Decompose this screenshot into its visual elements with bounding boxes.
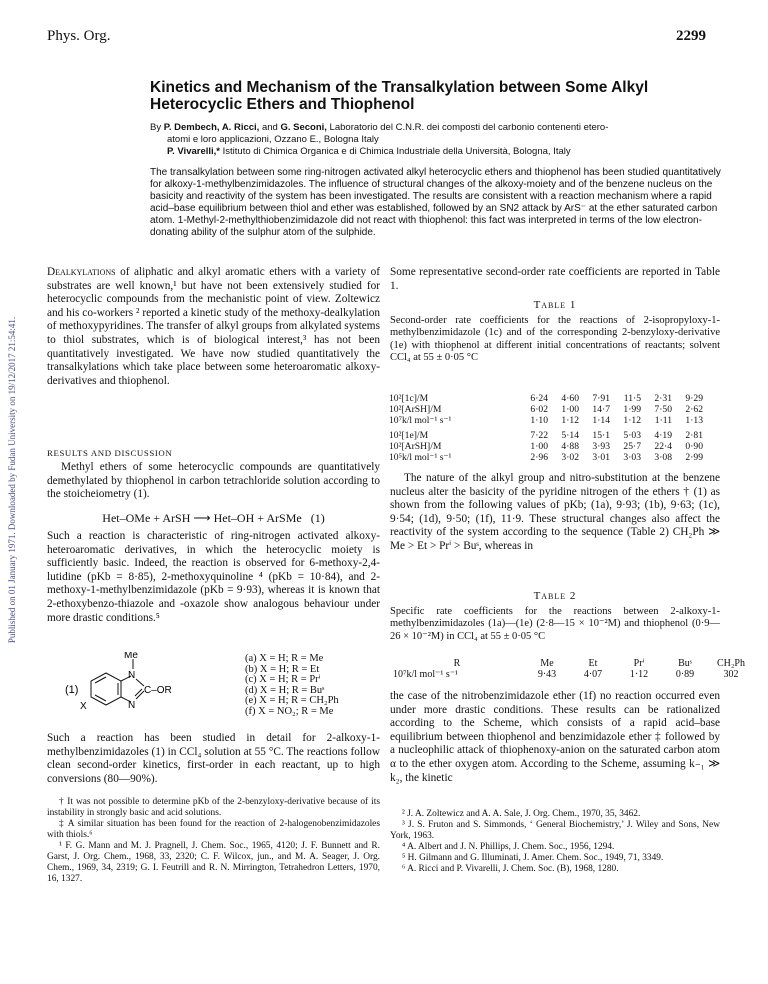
author-block [150, 122, 720, 158]
table-header-cell: Me [540, 658, 554, 669]
table-cell: 3·01 [592, 452, 610, 463]
table-row-label: 10⁷k/l mol⁻¹ s⁻¹ [389, 415, 452, 426]
journal-name: Phys. Org. [47, 28, 111, 44]
table-cell: 2·99 [685, 452, 703, 463]
table-row-label: 10²[1c]/M [389, 393, 429, 404]
table-row [386, 404, 706, 415]
table-cell: 5·14 [561, 430, 579, 441]
table-row-label: 10²[1e]/M [389, 430, 429, 441]
table-cell: 7·22 [530, 430, 548, 441]
left-footnotes [47, 797, 380, 885]
author-name-vivarelli: P. Vivarelli,* [167, 146, 220, 157]
reference-4: ⁴ A. Albert and J. N. Phillips, J. Chem. Soc., 1956, 1294. [402, 842, 615, 852]
table-2 [390, 658, 754, 680]
table-cell: 1·11 [654, 415, 672, 426]
page-number: 2299 [676, 28, 706, 44]
table-cell: 2·31 [654, 393, 672, 404]
abstract: The transalkylation between some ring-nitrogen activated alkyl heterocyclic ethers and thiophenol has been studied quantitatively for alkoxy-1-methylbenzimidazoles. The influence of structural changes of the alkoxy-moiety and of the benzene nucleus on the basicity and reactivity of the system has been investigated. The results are consistent with a reaction mechanism where a rapid acid–base equilibrium between thiol and ether was established, followed by an SN2 attack by ArS⁻ at the ether saturated carbon atom. 1-Methyl-2-methylthiobenzimidazole did not react with thiophenol: this fact was interpreted in terms of the low electron-donating ability of the sulphur atom of the sulphide. [150, 167, 721, 238]
table-cell: 11·5 [623, 393, 641, 404]
table-cell: 1·14 [592, 415, 610, 426]
table-cell: 3·02 [561, 452, 579, 463]
table-1-caption: Second-order rate coefficients for the reactions of 2-isopropyloxy-1-methylbenzimidazole (1c) and of the corresponding 2-benzyloxy-derivative (1e) with thiophenol at different initial concentrations of reactants; solvent CCl₄ at 55 ± 0·05 °C [390, 315, 720, 364]
affiliation-1: Laboratorio del C.N.R. dei composti del carbonio contenenti etero- [326, 122, 609, 133]
table-1 [386, 393, 706, 463]
table-cell: 1·00 [530, 441, 548, 452]
basicity-paragraph: The nature of the alkyl group and nitro-substitution at the benzene nucleus alter the basicity of the pyridine nitrogen of the ethers † (1) as shown from the following values of pKb; (1a), 9·93; (1b), 9·63; (1c), 9·54; (1d), 9·50; (1f), 11·9. These structural changes also affect the reactivity of the system according to the sequence (Table 2) CH₂Ph ≫ Me > Et > Prⁱ > Buˢ, whereas in [390, 472, 720, 552]
article-title: Kinetics and Mechanism of the Transalkylation between Some Alkyl Heterocyclic Ethers and Thiophenol [150, 79, 649, 113]
table-cell: 3·03 [623, 452, 641, 463]
table-cell: 15·1 [592, 430, 610, 441]
equation-1 [47, 511, 380, 526]
table-row-label: 10⁵k/l mol⁻¹ s⁻¹ [389, 452, 452, 463]
table-row [386, 426, 706, 441]
table-cell: 1·99 [623, 404, 641, 415]
table-cell: 302 [723, 669, 739, 680]
table-cell: 0·89 [675, 669, 695, 680]
reference-2: ² J. A. Zoltewicz and A. A. Sale, J. Org. Chem., 1970, 35, 3462. [402, 809, 641, 819]
table-cell: 25·7 [623, 441, 641, 452]
table-1-label: Table 1 [533, 299, 577, 311]
benzimidazole-structure [60, 652, 240, 722]
table-cell: 1·00 [561, 404, 579, 415]
table-cell: 0·90 [685, 441, 703, 452]
author-names: P. Dembech, A. Ricci, [163, 122, 260, 133]
table-cell: 1·13 [685, 415, 703, 426]
table-cell: 6·24 [530, 393, 548, 404]
table-cell: 1·10 [530, 415, 548, 426]
table-cell: 4·60 [561, 393, 579, 404]
footnote-double-dagger: ‡ A similar situation has been found for the reaction of 2-halogenobenzimidazoles with thiols.⁶ [47, 819, 380, 840]
nitrogen-3-label: N [128, 700, 136, 711]
table-cell: 1·12 [561, 415, 579, 426]
table-row-label: 10⁷k/l mol⁻¹ s⁻¹ [393, 669, 459, 680]
results-paragraph: Methyl ethers of some heterocyclic compounds are quantitatively demethylated by thiophenol in carbon tetrachloride solution according to the stoicheiometry (1). [47, 461, 380, 501]
table-intro-paragraph: Some representative second-order rate coefficients are reported in Table 1. [390, 266, 720, 292]
author-line-1: By P. Dembech, A. Ricci, and G. Seconi, Laboratorio del C.N.R. dei composti del carbonio contenenti etero- [150, 122, 609, 133]
ether-carbon-label: C–OR [144, 685, 172, 696]
table-row-label: 10²[ArSH]/M [389, 404, 442, 415]
affiliation-2: Istituto di Chimica Organica e di Chimica Industriale della Università, Bologna, Italy [220, 146, 571, 157]
table-row [386, 393, 706, 404]
equation-number: (1) [310, 511, 325, 525]
variant-e: (e) X = H; R = CH₂Ph [245, 695, 339, 706]
table-header-cell: Prⁱ [633, 658, 645, 669]
dropcap-lead: Dealkylations [47, 266, 116, 278]
author-name-seconi: G. Seconi, [280, 122, 327, 133]
table-2-label: Table 2 [533, 590, 577, 602]
table-row [386, 452, 706, 463]
reference-3: ³ J. S. Fruton and S. Simmonds, ‘ General Biochemistry,’ J. Wiley and Sons, New York, 1963. [390, 820, 720, 841]
table-cell: 4·19 [654, 430, 672, 441]
table-row [386, 415, 706, 426]
table-cell: 1·12 [623, 415, 641, 426]
table-cell: 2·62 [685, 404, 703, 415]
variant-f: (f) X = NO₂; R = Me [245, 705, 334, 717]
table-cell: 5·03 [623, 430, 641, 441]
download-sidebar [4, 170, 20, 790]
substituent-x-label: X [80, 701, 87, 712]
reference-1: ¹ F. G. Mann and M. J. Pragnell, J. Chem. Soc., 1965, 4120; J. F. Bunnett and R. Garst, J. Org. Chem., 1968, 33, 2320; C. F. Wilcox, jun., and M. A. Seager, J. Org. Chem., 1969, 34, 2319; G. I. Feutrill and R. N. Mirrington, Tetrahedron Letters, 1970, 16, 1327. [47, 841, 380, 884]
table-2-caption: Specific rate coefficients for the reactions between 2-alkoxy-1-methylbenzimidazoles (1a)—(1e) (2·8—15 × 10⁻²M) and thiophenol (0·9—26 × 10⁻²M) in CCl₄ at 55 ± 0·05 °C [390, 606, 720, 642]
table-cell: 9·29 [685, 393, 703, 404]
right-references [390, 809, 720, 875]
table-header-cell: R [453, 658, 461, 669]
table-2-value-row [390, 669, 754, 680]
table-cell: 7·50 [654, 404, 672, 415]
table-cell: 14·7 [592, 404, 610, 415]
intro-paragraph: Dealkylations of aliphatic and alkyl aromatic ethers with a variety of substrates are well known,¹ but have not been extensively studied for heterocyclic compounds from the mechanistic point of view. Zoltewicz and his co-workers ² reported a kinetic study of the methoxy-dealkylation of methoxypyridines. The transfer of alkyl groups from alkylated systems to thiol substrates, which is of biological interest,³ has not been quantitatively investigated. We have now studied quantitatively the transalkylations which take place between some heteroaromatic alkoxy-derivatives and thiophenol. [47, 266, 380, 387]
table-cell: 2·81 [685, 430, 703, 441]
variant-d: (d) X = H; R = Buˢ [245, 684, 325, 696]
structure-label: (1) [65, 684, 79, 696]
table-cell: 1·12 [629, 669, 649, 680]
equation-text: Het–OMe + ArSH ⟶ Het–OH + ArSMe [102, 511, 302, 525]
table-header-cell: CH₂Ph [717, 658, 745, 669]
author-line-3 [150, 146, 720, 158]
table-1-body [386, 393, 706, 463]
table-row-label: 10²[ArSH]/M [389, 441, 442, 452]
table-cell: 3·93 [592, 441, 610, 452]
kinetics-paragraph: Such a reaction has been studied in detail for 2-alkoxy-1-methylbenzimidazoles (1) in CCl₄ solution at 55 °C. The reactions follow clean second-order kinetics, first-order in each reactant, up to high conversions (80—90%). [47, 732, 380, 785]
table-cell: 3·08 [654, 452, 672, 463]
table-2-header-row [390, 658, 754, 669]
table-cell: 9·43 [537, 669, 557, 680]
variant-a: (a) X = H; R = Me [245, 653, 324, 664]
table-2-body [390, 658, 754, 680]
nitrogen-1-label: N [128, 670, 136, 681]
table-row [386, 441, 706, 452]
table-header-cell: Et [588, 658, 598, 669]
table-cell: 22·4 [654, 441, 672, 452]
reference-6: ⁶ A. Ricci and P. Vivarelli, J. Chem. Soc. (B), 1968, 1280. [402, 864, 619, 874]
table-header-cell: Buˢ [678, 658, 692, 669]
variant-b: (b) X = H; R = Et [245, 663, 320, 675]
table-cell: 7·91 [592, 393, 610, 404]
section-heading: RESULTS AND DISCUSSION [47, 448, 173, 458]
benzene-ring [91, 673, 121, 705]
mechanism-paragraph: the case of the nitrobenzimidazole ether (1f) no reaction occurred even under more drastic conditions. These results can be rationalized according to the Scheme, which consists of a rapid acid–base equilibrium between thiophenol and benzimidazole ether ‡ followed by a nucleophilic attack of thiophenoxy-anion on the saturated carbon atom α to the ether oxygen atom. According to the Scheme, assuming k₋₁ ≫ k₂, the kinetic [390, 690, 720, 784]
variant-c: (c) X = H; R = Prⁱ [245, 674, 321, 685]
table-cell: 4·07 [583, 669, 603, 680]
table-cell: 2·96 [530, 452, 548, 463]
table-cell: 4·88 [561, 441, 579, 452]
methyl-label: Me [124, 652, 138, 661]
table-cell: 6·02 [530, 404, 548, 415]
substituent-list [245, 654, 339, 717]
structure-drawing [60, 652, 240, 722]
reaction-paragraph: Such a reaction is characteristic of ring-nitrogen activated alkoxy-heteroaromatic derivatives, in which the heterocyclic moiety is sufficiently basic. Indeed, the reaction is observed for 6-methoxy-2,4-lutidine (pKb = 8·85), 2-methoxyquinoline ⁴ (pKb = 10·84), and 2-methoxy-1-methylbenzimidazole (pKb = 9·93), whereas it is known that 2-ethoxybenzo-thiazole and -oxazole show analogous behaviour under more drastic conditions.⁵ [47, 530, 380, 624]
reference-5: ⁵ H. Gilmann and G. Illuminati, J. Amer. Chem. Soc., 1949, 71, 3349. [402, 853, 664, 863]
footnote-dagger: † It was not possible to determine pKb of the 2-benzyloxy-derivative because of its instability in strongly basic and acid solutions. [47, 797, 380, 818]
author-line-2: atomi e loro applicazioni, Ozzano E., Bologna Italy [167, 134, 379, 145]
download-notice: Published on 01 January 1971. Downloaded by Fudan University on 19/12/2017 21:54:41. [7, 316, 17, 644]
